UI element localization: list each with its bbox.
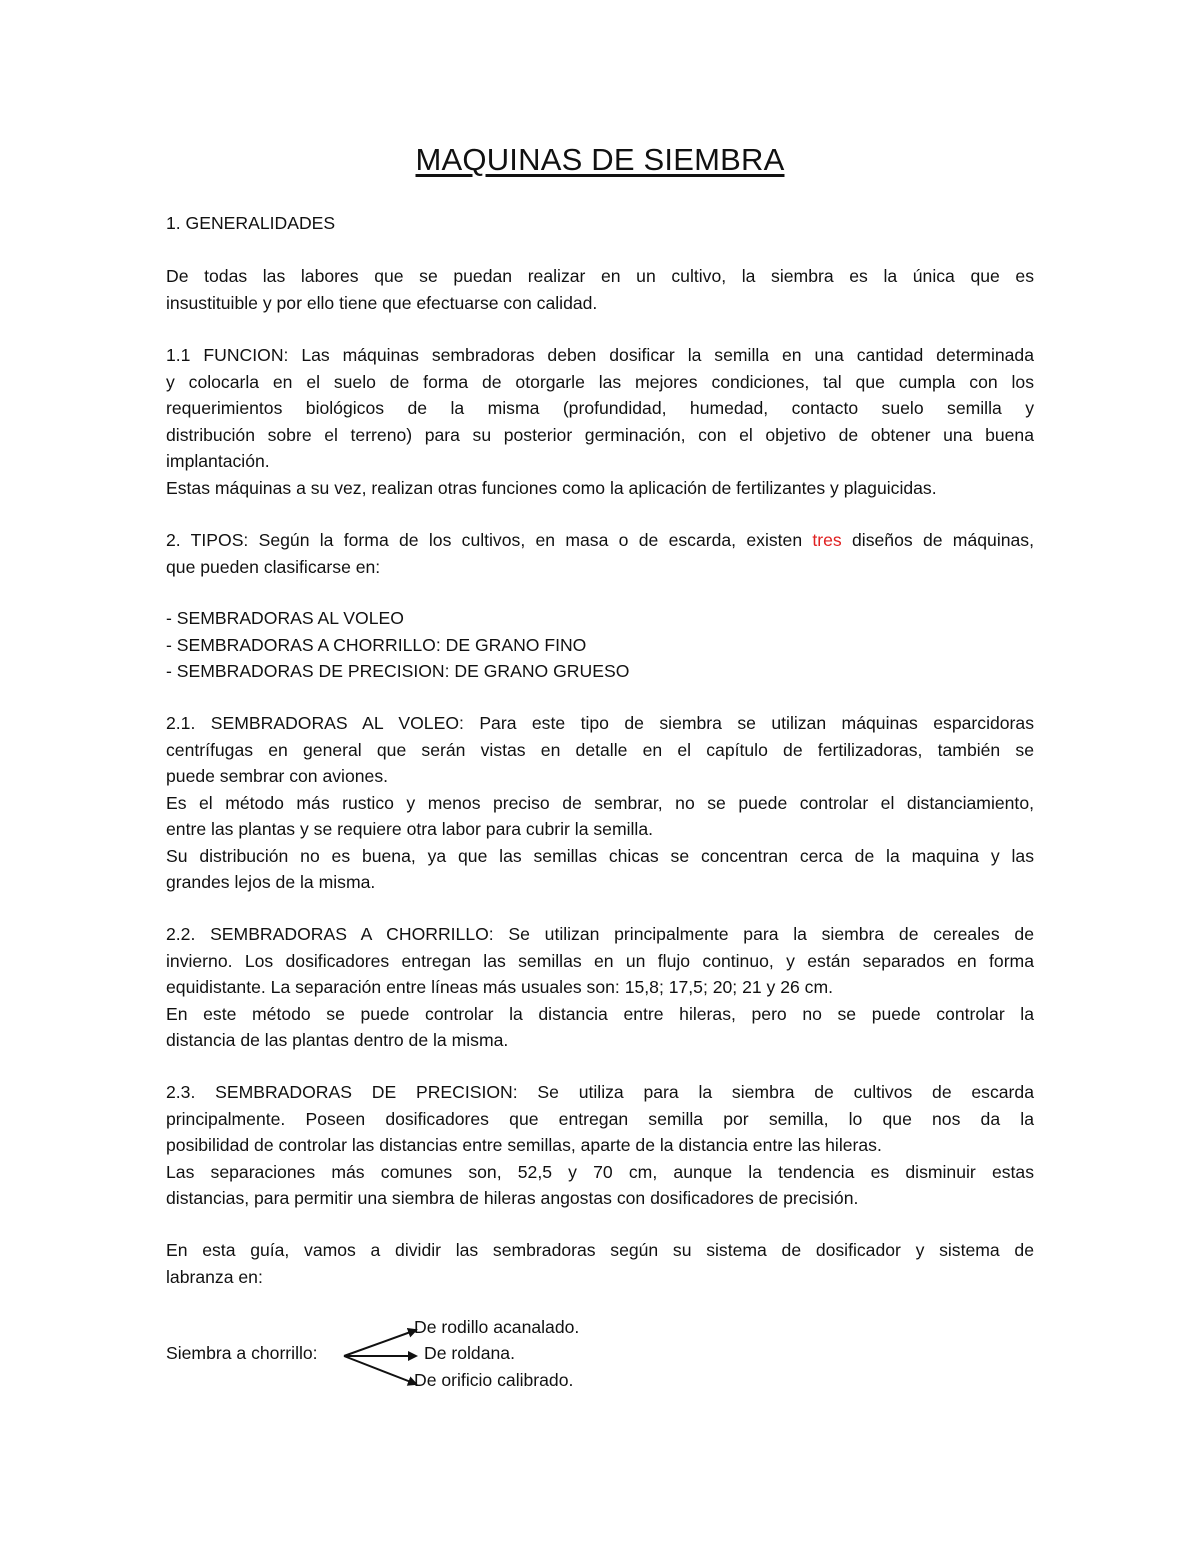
diagram-target-rodillo: De rodillo acanalado. xyxy=(414,1317,580,1337)
list-item: - SEMBRADORAS AL VOLEO xyxy=(166,608,404,628)
diagram-target-orificio: De orificio calibrado. xyxy=(414,1370,574,1390)
chorrillo-paragraph xyxy=(166,921,1034,1054)
paragraph-line: principalmente. Poseen dosificadores que entregan semilla por semilla, lo que nos da la xyxy=(166,1108,1034,1129)
document-title: MAQUINAS DE SIEMBRA xyxy=(415,142,785,177)
voleo-paragraph xyxy=(166,710,1034,896)
arrow-to-rodillo xyxy=(344,1330,416,1356)
paragraph-line: puede sembrar con aviones. xyxy=(166,766,389,786)
precision-paragraph xyxy=(166,1079,1034,1212)
paragraph-line: De todas las labores que se puedan realizar en un cultivo, la siembra es la única que es xyxy=(166,266,1034,286)
paragraph-line: invierno. Los dosificadores entregan las semillas en un flujo continuo, y están separados en forma xyxy=(166,950,1034,971)
tipos-list xyxy=(166,605,1034,685)
paragraph-line: centrífugas en general que serán vistas en detalle en el capítulo de fertilizadoras, también se xyxy=(166,739,1034,760)
paragraph-line: 1.1 FUNCION: Las máquinas sembradoras deben dosificar la semilla en una cantidad determinada xyxy=(166,345,1034,365)
paragraph-line: distancia de las plantas dentro de la misma. xyxy=(166,1030,509,1050)
tipos-text-before: 2. TIPOS: Según la forma de los cultivos, en masa o de escarda, existen xyxy=(166,530,813,550)
paragraph-line: labranza en: xyxy=(166,1266,263,1287)
paragraph-line: y colocarla en el suelo de forma de otorgarle las mejores condiciones, tal que cumpla con los xyxy=(166,371,1034,392)
paragraph-line: que pueden clasificarse en: xyxy=(166,556,381,577)
paragraph-line: insustituible y por ello tiene que efectuarse con calidad. xyxy=(166,292,598,313)
paragraph-line: Es el método más rustico y menos preciso de sembrar, no se puede controlar el distanciamiento, xyxy=(166,792,1034,813)
intro-paragraph xyxy=(166,263,1034,316)
paragraph-line: 2.1. SEMBRADORAS AL VOLEO: Para este tipo de siembra se utilizan máquinas esparcidoras xyxy=(166,713,1034,733)
paragraph-line: implantación. xyxy=(166,451,270,471)
paragraph-line: entre las plantas y se requiere otra labor para cubrir la semilla. xyxy=(166,819,653,839)
paragraph-line: 2.3. SEMBRADORAS DE PRECISION: Se utiliza para la siembra de cultivos de escarda xyxy=(166,1082,1034,1102)
paragraph-line: Estas máquinas a su vez, realizan otras funciones como la aplicación de fertilizantes y plaguicidas. xyxy=(166,477,937,498)
section-heading: 1. GENERALIDADES xyxy=(166,213,336,233)
paragraph-line: 2.2. SEMBRADORAS A CHORRILLO: Se utilizan principalmente para la siembra de cereales de xyxy=(166,924,1034,944)
paragraph-line: Las separaciones más comunes son, 52,5 y 70 cm, aunque la tendencia es disminuir estas xyxy=(166,1161,1034,1182)
diagram-target-roldana: De roldana. xyxy=(424,1343,515,1363)
paragraph-line: En esta guía, vamos a dividir las sembradoras según su sistema de dosificador y sistema de xyxy=(166,1240,1034,1260)
paragraph-line: En este método se puede controlar la distancia entre hileras, pero no se puede controlar la xyxy=(166,1003,1034,1024)
funcion-paragraph xyxy=(166,342,1034,501)
chorrillo-classification-diagram xyxy=(166,1316,686,1396)
paragraph-line: posibilidad de controlar las distancias entre semillas, aparte de la distancia entre las hileras. xyxy=(166,1135,882,1155)
paragraph-line: distancias, para permitir una siembra de hileras angostas con dosificadores de precisión. xyxy=(166,1188,859,1208)
paragraph-line: Su distribución no es buena, ya que las semillas chicas se concentran cerca de la maquina y las xyxy=(166,845,1034,866)
highlight-tres: tres xyxy=(812,530,842,550)
list-item: - SEMBRADORAS A CHORRILLO: DE GRANO FINO xyxy=(166,634,587,655)
guia-paragraph xyxy=(166,1237,1034,1290)
tipos-text-after: diseños de máquinas, xyxy=(841,530,1034,550)
paragraph-line: equidistante. La separación entre líneas más usuales son: 15,8; 17,5; 20; 21 y 26 cm. xyxy=(166,977,834,997)
section-generalidades-heading xyxy=(166,210,1034,237)
paragraph-line xyxy=(166,527,1034,554)
paragraph-line: distribución sobre el terreno) para su posterior germinación, con el objetivo de obtener una buena xyxy=(166,424,1034,445)
tipos-paragraph xyxy=(166,527,1034,580)
diagram-source-label: Siembra a chorrillo: xyxy=(166,1343,318,1363)
paragraph-line: requerimientos biológicos de la misma (profundidad, humedad, contacto suelo semilla y xyxy=(166,398,1034,418)
paragraph-line: grandes lejos de la misma. xyxy=(166,872,376,892)
arrow-to-orificio xyxy=(344,1356,416,1384)
list-item: - SEMBRADORAS DE PRECISION: DE GRANO GRUESO xyxy=(166,661,630,681)
